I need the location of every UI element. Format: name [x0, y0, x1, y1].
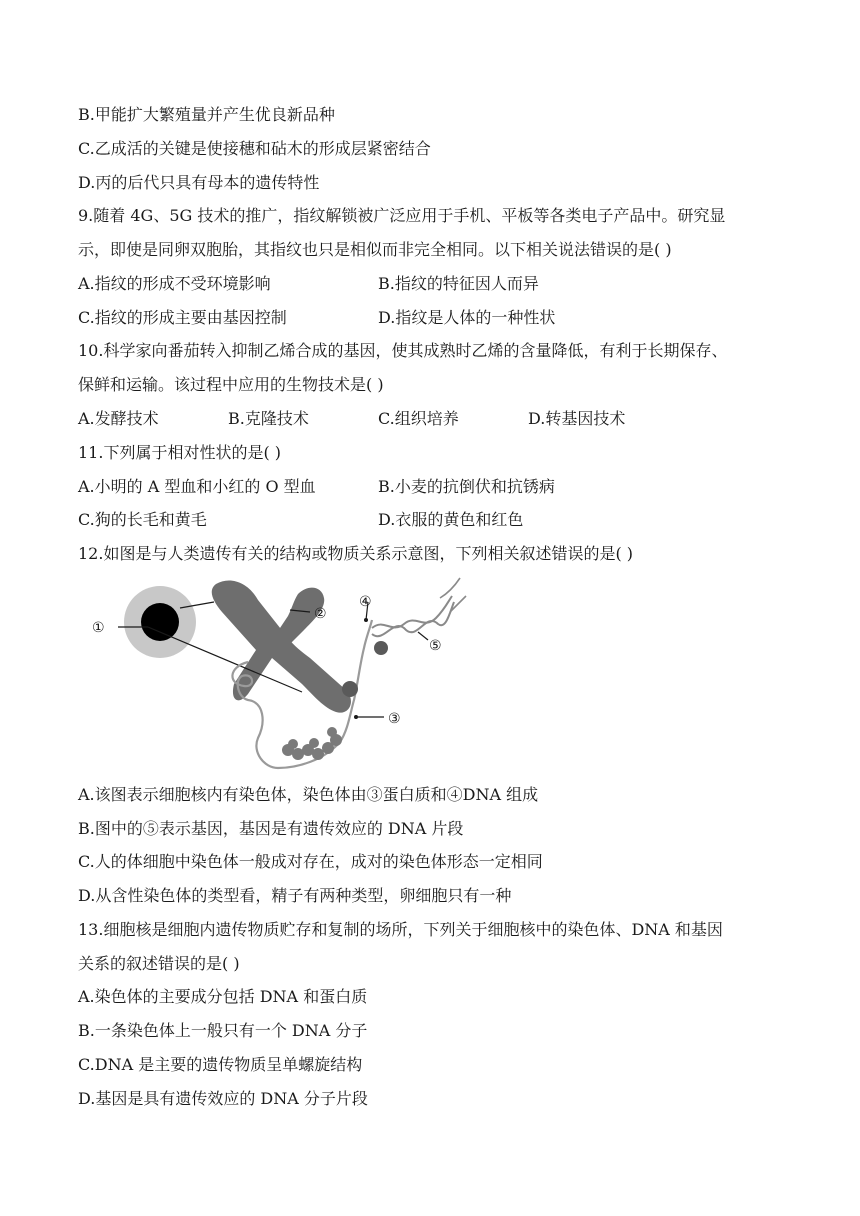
q12-option-c: C.人的体细胞中染色体一般成对存在，成对的染色体形态一定相同	[78, 852, 543, 871]
q11-stem: 11.下列属于相对性状的是( )	[78, 443, 282, 462]
q8-option-b: B.甲能扩大繁殖量并产生优良新品种	[78, 105, 335, 124]
q8-option-d: D.丙的后代只具有母本的遗传特性	[78, 173, 320, 192]
q9-option-a: A.指纹的形成不受环境影响	[78, 274, 271, 293]
q13-stem-line-1: 13.细胞核是细胞内遗传物质贮存和复制的场所，下列关于细胞核中的染色体、DNA 和基因	[78, 920, 723, 939]
q9-option-b: B.指纹的特征因人而异	[378, 274, 539, 293]
q13-option-b: B.一条染色体上一般只有一个 DNA 分子	[78, 1021, 368, 1040]
q11-option-c: C.狗的长毛和黄毛	[78, 510, 207, 529]
protein-blob-upper	[374, 641, 388, 655]
label-5: ⑤	[429, 638, 442, 654]
q10-stem-line-1: 10.科学家向番茄转入抑制乙烯合成的基因，使其成熟时乙烯的含量降低，有利于长期保存、	[78, 341, 728, 360]
label-4: ④	[359, 594, 372, 610]
q8-option-c: C.乙成活的关键是使接穗和砧木的形成层紧密结合	[78, 139, 431, 158]
q11-option-b: B.小麦的抗倒伏和抗锈病	[378, 477, 555, 496]
q10-option-c: C.组织培养	[378, 409, 459, 428]
q12-stem: 12.如图是与人类遗传有关的结构或物质关系示意图，下列相关叙述错误的是( )	[78, 544, 634, 563]
cell-nucleus	[141, 603, 179, 641]
q9-stem-line-2: 示，即使是同卵双胞胎，其指纹也只是相似而非完全相同。以下相关说法错误的是( )	[78, 240, 672, 259]
q13-option-a: A.染色体的主要成分包括 DNA 和蛋白质	[78, 987, 368, 1006]
q12-option-b: B.图中的⑤表示基因，基因是有遗传效应的 DNA 片段	[78, 819, 464, 838]
q9-stem-line-1: 9.随着 4G、5G 技术的推广，指纹解锁被广泛应用于手机、平板等各类电子产品中。研究显	[78, 206, 726, 225]
label-1: ①	[92, 620, 105, 636]
q10-option-d: D.转基因技术	[528, 409, 626, 428]
label-3: ③	[388, 711, 401, 727]
chromatin-beads	[282, 727, 342, 760]
q9-option-d: D.指纹是人体的一种性状	[378, 308, 556, 327]
chromosome	[212, 581, 351, 713]
q13-option-d: D.基因是具有遗传效应的 DNA 分子片段	[78, 1089, 368, 1108]
label-2: ②	[314, 606, 327, 622]
chromosome-dna-gene-diagram	[88, 572, 468, 782]
q10-option-b: B.克隆技术	[228, 409, 309, 428]
q12-option-a: A.该图表示细胞核内有染色体，染色体由③蛋白质和④DNA 组成	[78, 785, 539, 804]
protein-blob-lower	[342, 681, 358, 697]
q11-option-a: A.小明的 A 型血和小红的 O 型血	[78, 477, 316, 496]
q9-option-c: C.指纹的形成主要由基因控制	[78, 308, 287, 327]
q13-option-c: C.DNA 是主要的遗传物质呈单螺旋结构	[78, 1055, 363, 1074]
q12-option-d: D.从含性染色体的类型看，精子有两种类型，卵细胞只有一种	[78, 886, 512, 905]
q13-stem-line-2: 关系的叙述错误的是( )	[78, 954, 240, 973]
q10-option-a: A.发酵技术	[78, 409, 159, 428]
q11-option-d: D.衣服的黄色和红色	[378, 510, 524, 529]
q10-stem-line-2: 保鲜和运输。该过程中应用的生物技术是( )	[78, 375, 384, 394]
